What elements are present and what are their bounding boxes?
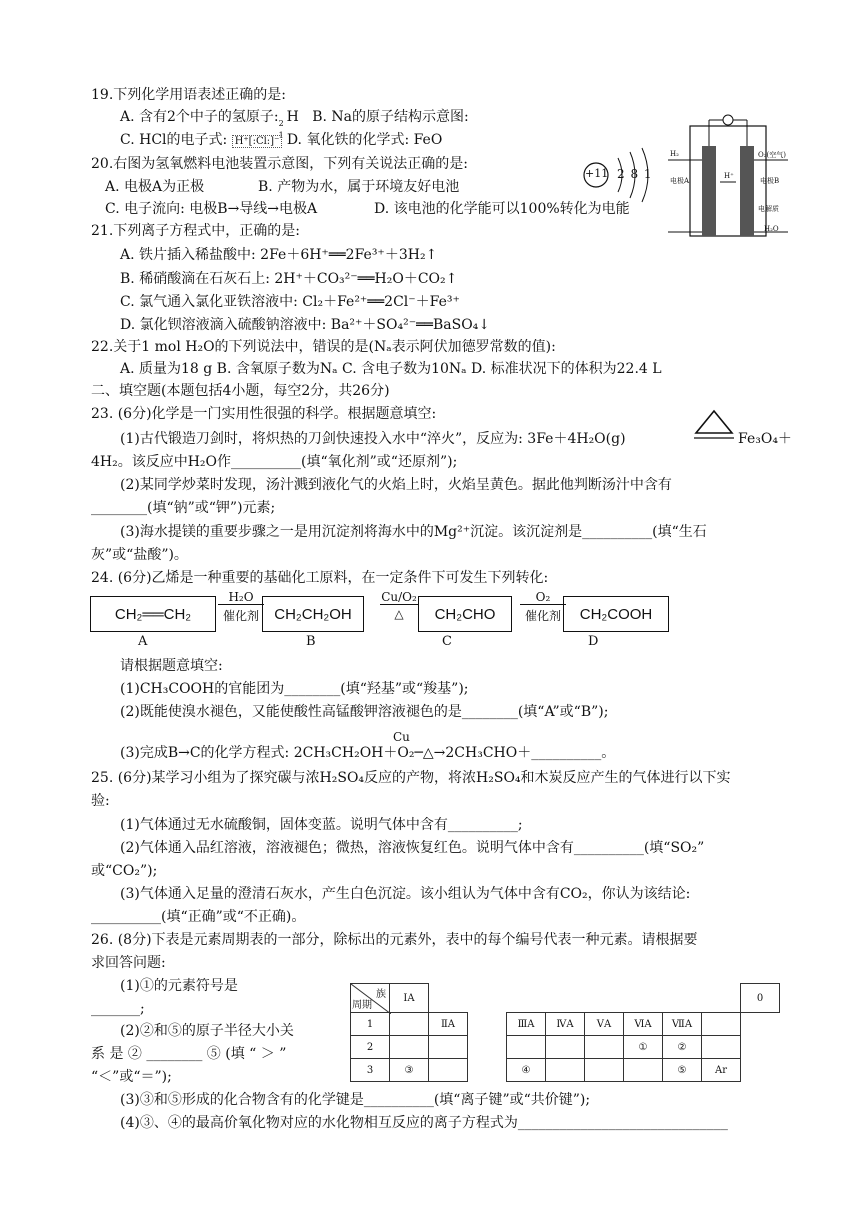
fig-o2-label: O₂(空气) xyxy=(758,151,787,159)
q26-p1b: _______; xyxy=(91,1001,145,1017)
q25-title: 25. (6分)某学习小组为了探究碳与浓H₂SO₄反应的产物，将浓H₂SO₄和木炭反应产生的气体进行以下实 xyxy=(91,770,731,786)
group-6a-header: ⅥA xyxy=(624,1013,663,1036)
q26-p2b: 系 是 ② ________ ⑤ (填 “ ＞ ” xyxy=(91,1046,287,1062)
q25-p2b: 或“CO₂”); xyxy=(91,863,158,879)
q21-option-a: A. 铁片插入稀盐酸中: 2Fe＋6H⁺══2Fe³⁺＋3H₂↑ xyxy=(120,247,438,263)
heat-triangle-icon xyxy=(694,409,734,441)
label-c: C xyxy=(442,634,452,649)
q25-p2a: (2)气体通入品红溶液，溶液褪色；微热，溶液恢复红色。说明气体中含有__________(填“SO₂” xyxy=(120,840,705,856)
q19-option-c-row xyxy=(120,131,442,151)
q23-p2b: ________(填“钠”或“钾”)元素; xyxy=(91,500,276,516)
element-2: ② xyxy=(663,1036,702,1059)
q24-p3-catalyst: Cu xyxy=(393,730,410,744)
q26-p4: (4)③、④的最高价氧化物对应的水化物相互反应的离子方程式为______________________________ xyxy=(120,1115,728,1131)
arrow2-top-label: Cu/O₂ xyxy=(381,590,417,604)
table-row xyxy=(351,1036,780,1059)
fig-electrolyte-label: 电解质 xyxy=(758,205,779,213)
element-5: ⑤ xyxy=(663,1059,702,1082)
q26-title: 26. (8分)下表是元素周期表的一部分，除标出的元素外，表中的每个编号代表一种元素。请根据要 xyxy=(91,932,698,948)
fig-h2o-label: H₂O xyxy=(764,225,779,233)
group-0-header: 0 xyxy=(741,984,780,1013)
flow-box-a: CH₂══CH₂ xyxy=(90,596,216,632)
q24-title: 24. (6分)乙烯是一种重要的基础化工原料，在一定条件下可发生下列转化: xyxy=(91,570,549,586)
section-2-heading: 二、填空题(本题包括4小题，每空2分，共26分) xyxy=(91,383,390,399)
q21-option-b: B. 稀硝酸滴在石灰石上: 2H⁺＋CO₃²⁻══H₂O＋CO₂↑ xyxy=(120,271,458,287)
q23-p1a: (1)古代锻造刀剑时，将炽热的刀剑快速投入水中“淬火”，反应为: 3Fe＋4H₂O(g) xyxy=(120,431,626,447)
q20-option-b: B. 产物为水，属于环境友好电池 xyxy=(258,179,460,195)
q23-p3b: 灰”或“盐酸”)。 xyxy=(91,547,188,563)
q26-title2: 求回答问题: xyxy=(91,955,166,971)
fuel-cell-diagram xyxy=(668,106,788,245)
arrow2-bottom-label: △ xyxy=(394,607,404,621)
q21-option-d: D. 氯化钡溶液滴入硫酸钠溶液中: Ba²⁺＋SO₄²⁻══BaSO₄↓ xyxy=(120,317,491,333)
q20-title: 20.右图为氢氧燃料电池装置示意图，下列有关说法正确的是: xyxy=(91,156,468,172)
q24-intro: 请根据题意填空: xyxy=(120,658,223,674)
q23-p3a: (3)海水提镁的重要步骤之一是用沉淀剂将海水中的Mg²⁺沉淀。该沉淀剂是__________(填“生石 xyxy=(120,524,707,540)
q19-option-b: B. Na的原子结构示意图: xyxy=(312,109,469,125)
atom-nucleus-charge: +11 xyxy=(585,167,609,180)
label-a: A xyxy=(138,634,148,649)
fig-electrode-a-label: 电极A xyxy=(670,177,690,185)
period-2: 2 xyxy=(351,1036,390,1059)
element-3: ③ xyxy=(390,1059,429,1082)
period-3: 3 xyxy=(351,1059,390,1082)
q19-title: 19.下列化学用语表述正确的是: xyxy=(91,87,286,103)
q19-option-c: C. HCl的电子式: xyxy=(120,132,228,148)
corner-group-label: 族 xyxy=(376,989,386,1000)
table-row xyxy=(351,1013,780,1036)
q25-p1: (1)气体通过无水硫酸铜，固体变蓝。说明气体中含有__________; xyxy=(120,817,523,833)
table-row xyxy=(351,1059,780,1082)
fig-hplus-label: H⁺ xyxy=(724,172,734,180)
q22-options: A. 质量为18 g B. 含氧原子数为Nₐ C. 含电子数为10Nₐ D. 标准状况下的体积为22.4 L xyxy=(120,361,662,377)
period-1: 1 xyxy=(351,1013,390,1036)
q19-option-a-text: A. 含有2个中子的氢原子: xyxy=(120,109,279,125)
arrow3-top-label: O₂ xyxy=(535,590,551,604)
isotope-number: 1 xyxy=(278,131,284,140)
q25-p3a: (3)气体通入足量的澄清石灰水，产生白色沉淀。该小组认为气体中含有CO₂，你认为该结论: xyxy=(120,886,691,902)
element-1: ① xyxy=(624,1036,663,1059)
q24-p2: (2)既能使溴水褪色，又能使酸性高锰酸钾溶液褪色的是________(填“A”或“B”); xyxy=(120,704,609,720)
corner-period-label: 周期 xyxy=(352,1000,372,1011)
atom-shell-electrons: 2 8 1 xyxy=(617,167,652,181)
label-d: D xyxy=(588,634,599,649)
q21-title: 21.下列离子方程式中，正确的是: xyxy=(91,223,300,239)
flow-box-b: CH₂CH₂OH xyxy=(262,596,364,632)
q26-p2a: (2)②和⑤的原子半径大小关 xyxy=(120,1023,294,1039)
q22-title: 22.关于1 mol H₂O的下列说法中，错误的是(Nₐ表示阿伏加德罗常数的值): xyxy=(91,339,556,355)
q24-p1: (1)CH₃COOH的官能团为________(填“羟基”或“羧基”); xyxy=(120,681,469,697)
q25-title2: 验: xyxy=(91,793,110,809)
q25-p3b: __________(填“正确”或“不正确)。 xyxy=(91,909,306,925)
arrow-1-line xyxy=(218,604,264,607)
fig-h2-label: H₂ xyxy=(670,150,679,158)
flow-box-c: CH₂CHO xyxy=(418,596,512,632)
q26-p3: (3)③和⑤形成的化合物含有的化学键是__________(填“离子键”或“共价键”); xyxy=(120,1092,591,1108)
arrow1-bottom-label: 催化剂 xyxy=(222,609,259,623)
group-1a-header: ⅠA xyxy=(390,984,429,1013)
q23-p2a: (2)某同学炒菜时发现，汤汁溅到液化气的火焰上时，火焰呈黄色。据此他判断汤汁中含有 xyxy=(120,477,672,493)
element-4: ④ xyxy=(507,1059,546,1082)
hcl-electron-formula: H⁺[:Cl:]⁻ xyxy=(232,135,283,148)
q26-p2c: “＜”或“＝”); xyxy=(91,1069,172,1085)
isotope-mass: 2 xyxy=(278,119,284,128)
q21-option-c: C. 氯气通入氯化亚铁溶液中: Cl₂＋Fe²⁺══2Cl⁻＋Fe³⁺ xyxy=(120,294,460,310)
q20-option-c: C. 电子流向: 电极B→导线→电极A xyxy=(105,201,318,217)
label-b: B xyxy=(306,634,316,649)
q24-p3: (3)完成B→C的化学方程式: 2CH₃CH₂OH＋O₂─△→2CH₃CHO＋__________。 xyxy=(120,745,616,761)
arrow1-top-label: H₂O xyxy=(228,590,254,604)
q23-title: 23. (6分)化学是一门实用性很强的科学。根据题意填空: xyxy=(91,406,437,422)
group-5a-header: ⅤA xyxy=(585,1013,624,1036)
q23-p1b: Fe₃O₄＋ xyxy=(738,431,792,447)
q20-option-d: D. 该电池的化学能可以100%转化为电能 xyxy=(374,201,630,217)
periodic-table xyxy=(350,983,780,1082)
q26-p1a: (1)①的元素符号是 xyxy=(120,978,238,994)
fig-electrode-b-label: 电极B xyxy=(760,177,780,185)
q23-p1c: 4H₂。该反应中H₂O作__________(填“氧化剂”或“还原剂”); xyxy=(91,454,458,470)
q20-option-a: A. 电极A为正极 xyxy=(105,179,205,195)
q19-option-d: D. 氧化铁的化学式: FeO xyxy=(286,132,443,148)
group-7a-header: ⅦA xyxy=(663,1013,702,1036)
table-corner xyxy=(351,984,390,1013)
table-row xyxy=(351,984,780,1013)
group-2a-header: ⅡA xyxy=(429,1013,468,1036)
flow-box-d: CH₂COOH xyxy=(563,596,669,632)
isotope-symbol: H xyxy=(286,109,299,125)
group-3a-header: ⅢA xyxy=(507,1013,546,1036)
arrow3-bottom-label: 催化剂 xyxy=(524,609,561,623)
group-4a-header: ⅣA xyxy=(546,1013,585,1036)
element-ar: Ar xyxy=(702,1059,741,1082)
